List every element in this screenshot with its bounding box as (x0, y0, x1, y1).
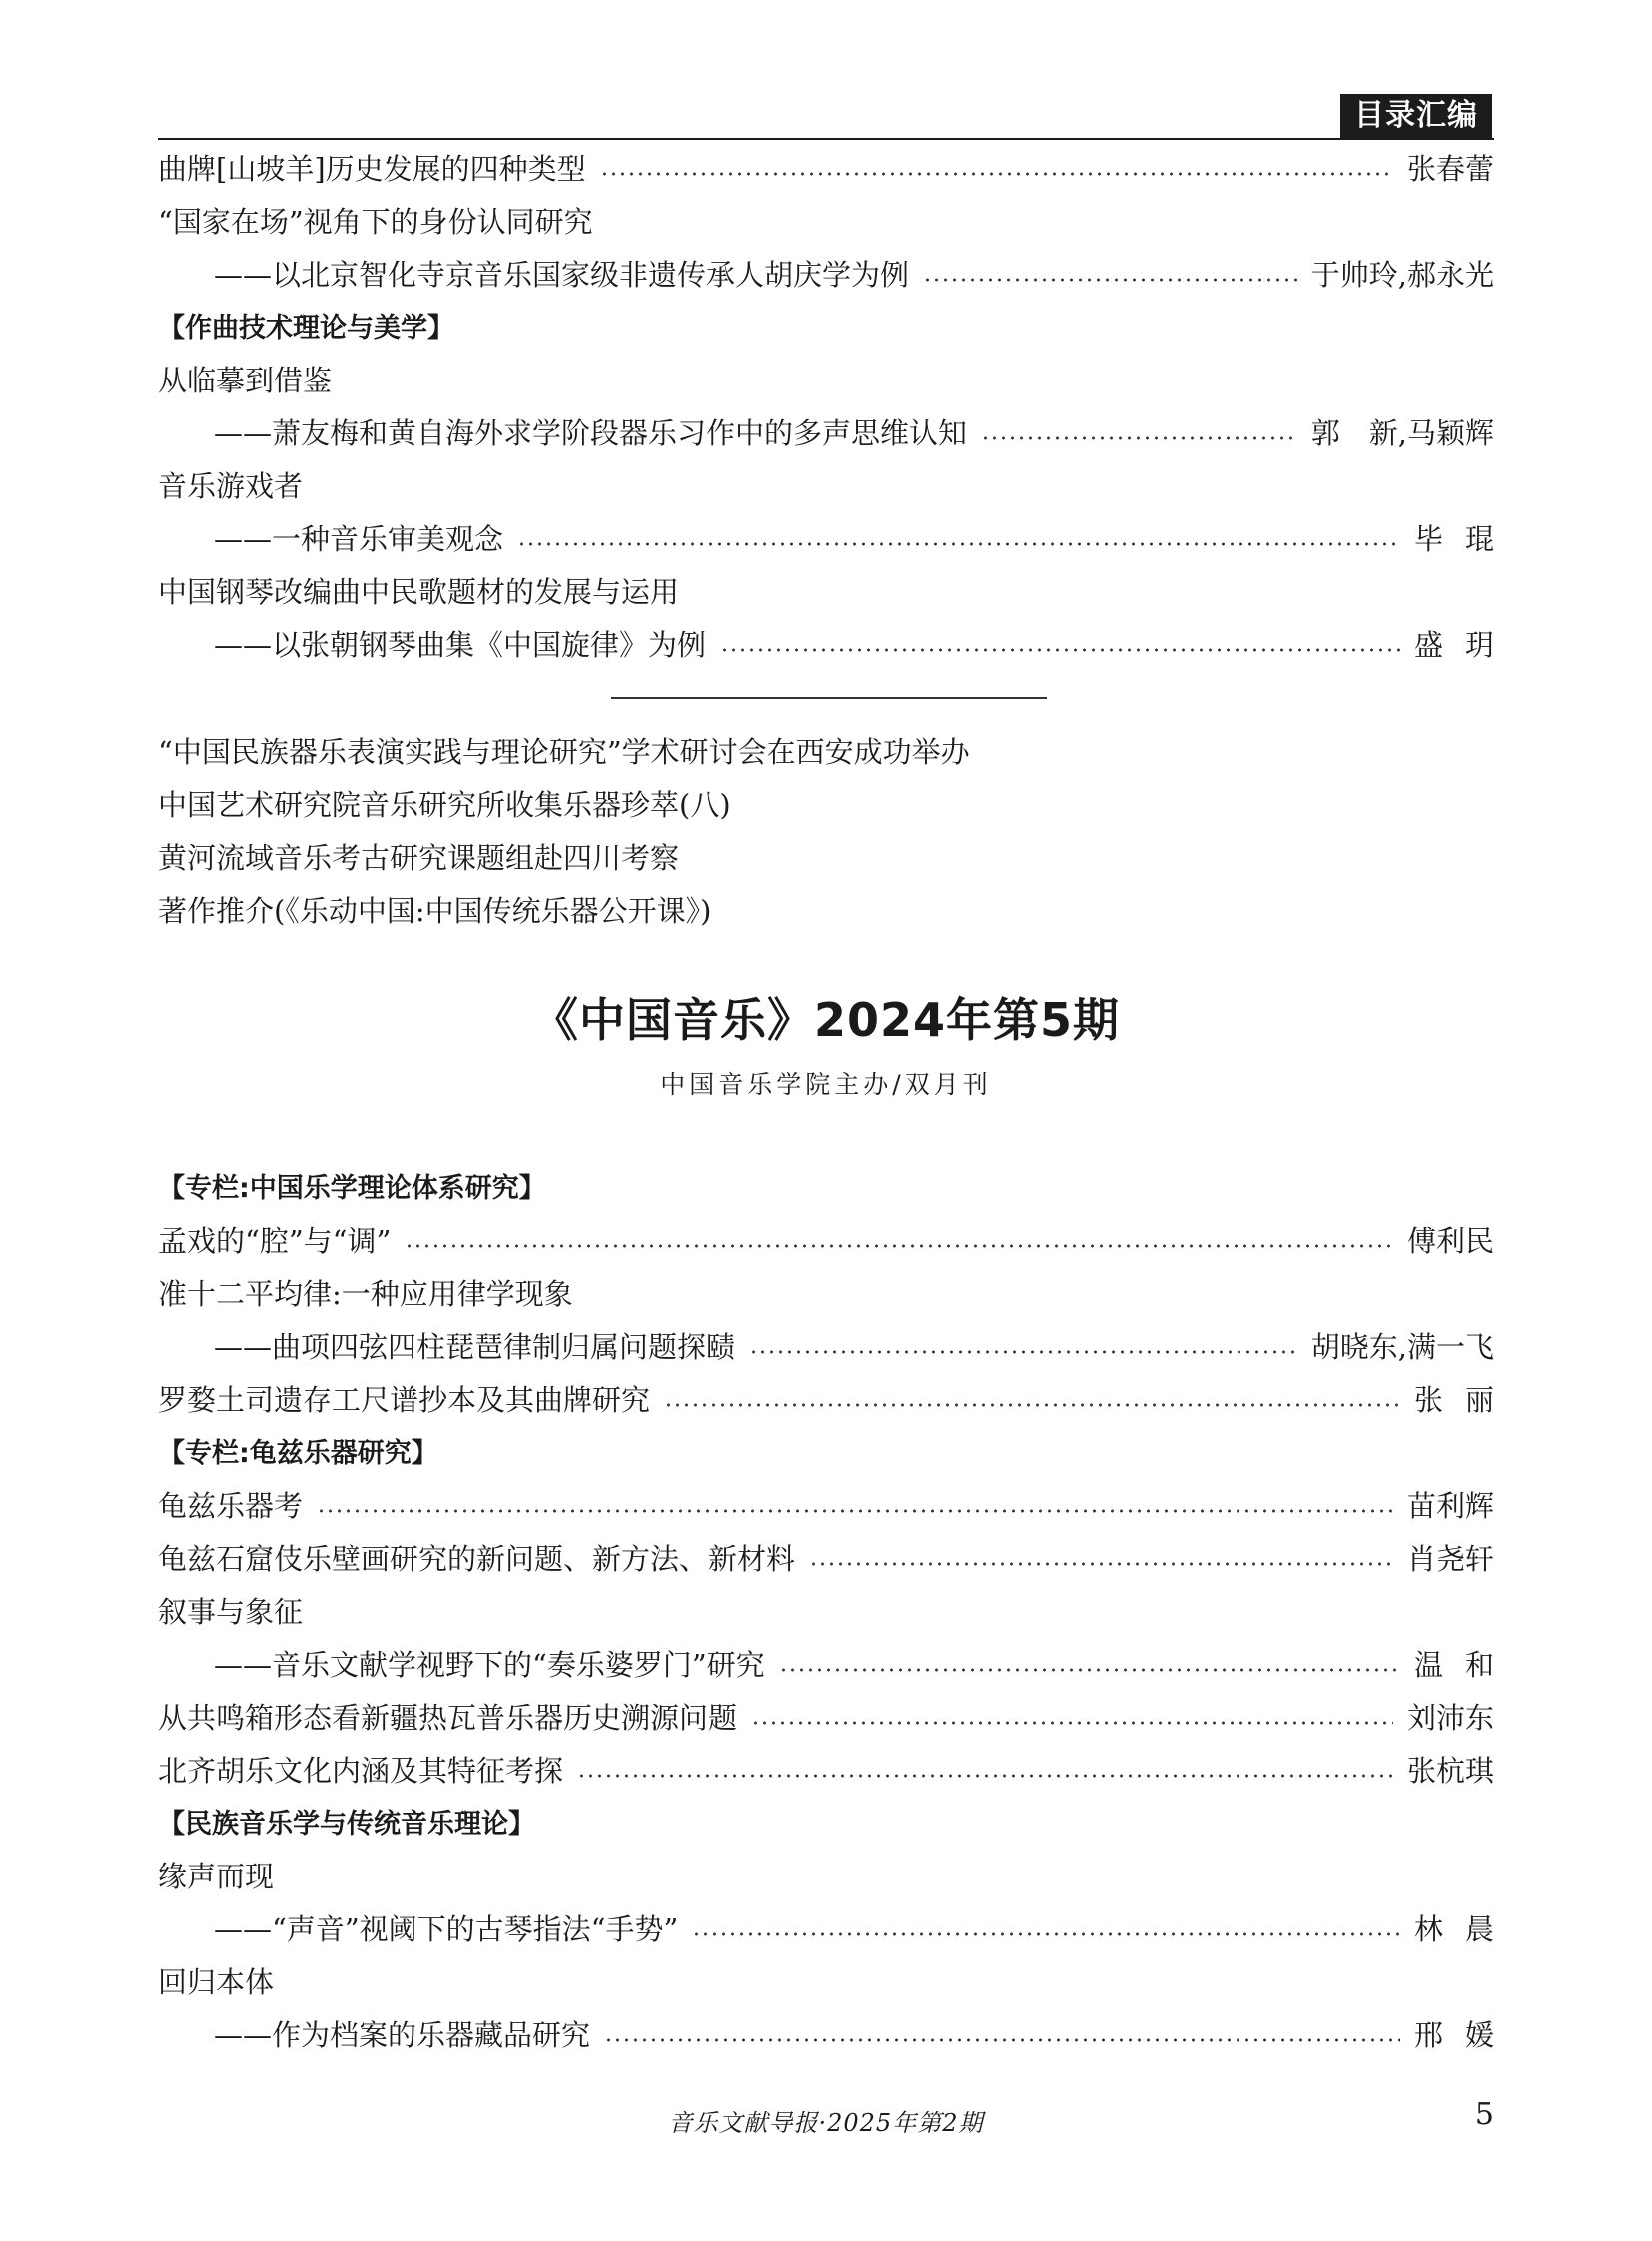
article-author: 傅利民 (1406, 1224, 1494, 1258)
article-author: 胡晓东,满一飞 (1310, 1330, 1494, 1364)
news-item: 著作推介(《乐动中国:中国传统乐器公开课》) (158, 894, 712, 928)
article-title: 龟兹乐器考 (158, 1489, 304, 1523)
article-subtitle: ——曲项四弦四柱琵琶律制归属问题探赜 (214, 1330, 736, 1364)
article-title: 从临摹到借鉴 (158, 364, 333, 397)
article-author: 林晨 (1413, 1912, 1516, 1946)
leader-dots (664, 1394, 1400, 1416)
article-subtitle: ——作为档案的乐器藏品研究 (214, 2018, 591, 2052)
article-title: 音乐游戏者 (158, 469, 304, 503)
issue-title: 《中国音乐》2024年第5期 (531, 993, 1121, 1047)
article-author: 张丽 (1413, 1383, 1516, 1417)
section-divider (611, 697, 1047, 699)
toc-article-title (158, 196, 1494, 249)
issue-subtitle: 中国音乐学院主办/双月刊 (660, 1070, 992, 1099)
toc-subtitle-entry (158, 2009, 1516, 2062)
toc-section-heading (158, 1798, 1494, 1851)
article-subtitle: ——音乐文献学视野下的“奏乐婆罗门”研究 (214, 1648, 765, 1682)
leader-dots (809, 1553, 1393, 1575)
leader-dots (405, 1235, 1393, 1257)
leader-dots (923, 269, 1297, 291)
leader-dots (517, 533, 1400, 555)
article-title: 曲牌[山坡羊]历史发展的四种类型 (158, 152, 586, 186)
leader-dots (692, 1923, 1400, 1945)
article-subtitle: ——“声音”视阈下的古琴指法“手势” (214, 1912, 679, 1946)
toc-subtitle-entry (158, 407, 1494, 460)
toc-entry (158, 1692, 1494, 1745)
article-title: 龟兹石窟伎乐壁画研究的新问题、新方法、新材料 (158, 1542, 796, 1576)
toc-entry (158, 1480, 1494, 1533)
article-title: 准十二平均律:一种应用律学现象 (158, 1277, 573, 1311)
article-author: 郭 新,马颖辉 (1310, 416, 1494, 450)
toc-subtitle-entry (158, 1639, 1516, 1692)
toc-subtitle-entry (158, 513, 1516, 566)
toc-subtitle-entry (158, 1903, 1516, 1956)
article-author: 张春蕾 (1406, 152, 1494, 186)
leader-dots (577, 1765, 1393, 1787)
footer-journal: 音乐文献导报·2025年第2期 (668, 2109, 984, 2137)
section-title: 【专栏:中国乐学理论体系研究】 (158, 1173, 546, 1204)
leader-dots (779, 1659, 1400, 1681)
toc-subtitle-entry (158, 1321, 1494, 1374)
article-author: 温和 (1413, 1648, 1516, 1682)
article-title: 叙事与象征 (158, 1595, 304, 1629)
toc-bottom-list (158, 1162, 1516, 2062)
article-subtitle: ——一种音乐审美观念 (214, 522, 504, 556)
section-header-badge: 目录汇编 (1340, 94, 1492, 138)
leader-dots (981, 427, 1297, 449)
article-subtitle: ——以张朝钢琴曲集《中国旋律》为例 (214, 628, 707, 662)
article-author: 毕琨 (1413, 522, 1516, 556)
article-title: 罗婺土司遗存工尺谱抄本及其曲牌研究 (158, 1383, 651, 1417)
section-title: 【民族音乐学与传统音乐理论】 (158, 1809, 535, 1840)
article-title: 孟戏的“腔”与“调” (158, 1224, 392, 1258)
article-author: 盛玥 (1413, 628, 1516, 662)
leader-dots (317, 1500, 1393, 1522)
article-subtitle: ——萧友梅和黄自海外求学阶段器乐习作中的多声思维认知 (214, 416, 968, 450)
article-author: 张杭琪 (1406, 1754, 1494, 1788)
article-title: 回归本体 (158, 1965, 275, 1999)
page-number: 5 (1474, 2097, 1494, 2132)
toc-article-title (158, 460, 1494, 513)
toc-entry (158, 1374, 1516, 1427)
toc-article-title (158, 1586, 1494, 1639)
article-author: 肖尧轩 (1406, 1542, 1494, 1576)
leader-dots (720, 639, 1400, 661)
toc-subtitle-entry (158, 249, 1494, 302)
article-author: 苗利辉 (1406, 1489, 1494, 1523)
leader-dots (751, 1712, 1393, 1734)
article-title: 中国钢琴改编曲中民歌题材的发展与运用 (158, 575, 680, 609)
toc-entry (158, 1215, 1494, 1268)
toc-entry (158, 1533, 1494, 1586)
toc-section-heading (158, 302, 1494, 355)
toc-article-title (158, 1268, 1494, 1321)
toc-article-title (158, 1851, 1494, 1903)
news-item: 黄河流域音乐考古研究课题组赴四川考察 (158, 841, 680, 875)
article-title: 从共鸣箱形态看新疆热瓦普乐器历史溯源问题 (158, 1701, 738, 1735)
toc-section-heading (158, 1427, 1494, 1480)
toc-top-list (158, 143, 1516, 672)
leader-dots (600, 163, 1393, 185)
article-title: “国家在场”视角下的身份认同研究 (158, 205, 593, 239)
article-title: 北齐胡乐文化内涵及其特征考探 (158, 1754, 564, 1788)
toc-article-title (158, 355, 1494, 407)
section-title: 【作曲技术理论与美学】 (158, 313, 454, 344)
toc-section-heading (158, 1162, 1494, 1215)
toc-article-title (158, 1956, 1494, 2009)
leader-dots (604, 2029, 1400, 2051)
news-item: “中国民族器乐表演实践与理论研究”学术研讨会在西安成功举办 (158, 735, 970, 769)
header-rule (158, 138, 1494, 140)
toc-subtitle-entry (158, 619, 1516, 672)
article-author: 于帅玲,郝永光 (1310, 258, 1494, 292)
article-subtitle: ——以北京智化寺京音乐国家级非遗传承人胡庆学为例 (214, 258, 910, 292)
toc-article-title (158, 566, 1494, 619)
article-author: 邢媛 (1413, 2018, 1516, 2052)
news-list (158, 726, 1494, 938)
toc-entry (158, 1745, 1494, 1798)
section-title: 【专栏:龟兹乐器研究】 (158, 1438, 438, 1469)
article-author: 刘沛东 (1406, 1701, 1494, 1735)
toc-entry (158, 143, 1494, 196)
article-title: 缘声而现 (158, 1860, 275, 1893)
leader-dots (749, 1341, 1297, 1363)
news-item: 中国艺术研究院音乐研究所收集乐器珍萃(八) (158, 788, 731, 822)
